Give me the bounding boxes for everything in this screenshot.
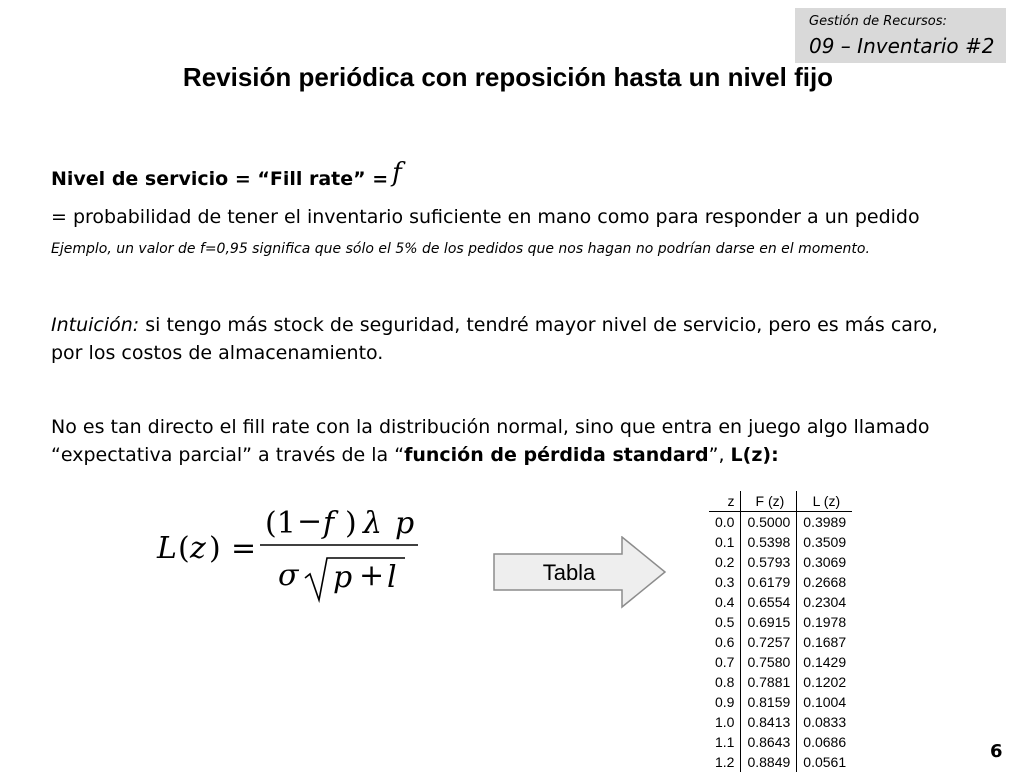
loss-function-term: función de pérdida standard: [404, 444, 709, 466]
formula-sigma: σ: [278, 558, 299, 593]
loss-cell: 0.1687: [803, 634, 847, 650]
formula-lhs-open: (: [178, 531, 190, 566]
lecture-topic: 09 – Inventario #2: [809, 34, 995, 58]
table-row: [709, 652, 852, 672]
table-row: [709, 712, 852, 732]
cdf-cell: 0.7580: [741, 652, 797, 672]
loss-cell: 0.3989: [803, 514, 847, 530]
z-cell: 0.7: [709, 652, 741, 672]
tabla-label: Tabla: [542, 560, 596, 585]
cdf-cell: 0.8849: [741, 752, 797, 772]
loss-function-mid: ”,: [708, 444, 731, 466]
normal-loss-table: [709, 491, 852, 772]
z-cell: 0.3: [709, 572, 741, 592]
table-row: [709, 572, 852, 592]
cdf-cell: 0.7881: [741, 672, 797, 692]
formula-lhs-close: ): [209, 531, 221, 566]
loss-cell: 0.3069: [803, 554, 847, 570]
fill-rate-example: Ejemplo, un valor de f=0,95 significa que sólo el 5% de los pedidos que nos hagan no podrían darse en el momento.: [51, 241, 870, 257]
loss-function-text: No es tan directo el fill rate con la distribución normal, sino que entra en juego algo llamado “expectativa parcial” a través de la “: [51, 416, 930, 466]
formula-lambda: λ: [363, 506, 383, 541]
loss-cell: 0.1429: [803, 654, 847, 670]
cdf-cell: 0.5398: [741, 532, 797, 552]
table-row: [709, 592, 852, 612]
course-name: Gestión de Recursos:: [809, 14, 947, 29]
table-row: [709, 692, 852, 712]
formula-plus: +: [359, 558, 385, 593]
service-level-heading: [51, 158, 402, 192]
z-cell: 1.1: [709, 732, 741, 752]
slide-title: Revisión periódica con reposición hasta un nivel fijo: [182, 62, 834, 92]
cdf-cell: 0.7257: [741, 632, 797, 652]
table-row: [709, 672, 852, 692]
table-row: [709, 752, 852, 772]
table-row: [709, 632, 852, 652]
formula-p-denominator: p: [333, 560, 353, 595]
cdf-cell: 0.8159: [741, 692, 797, 712]
loss-cell: 0.2668: [803, 574, 847, 590]
formula-equals: =: [231, 531, 257, 566]
table-row: [709, 512, 852, 533]
table-row: [709, 732, 852, 752]
intuition-paragraph: [51, 311, 971, 367]
cdf-cell: 0.8643: [741, 732, 797, 752]
loss-cell: 0.1202: [803, 674, 847, 690]
table-row: [709, 552, 852, 572]
z-cell: 0.1: [709, 532, 741, 552]
formula-num-close: ): [345, 506, 357, 541]
loss-function-formula: [155, 500, 430, 610]
formula-f: f: [323, 506, 335, 541]
column-header-loss: L (z): [797, 491, 852, 512]
z-cell: 1.2: [709, 752, 741, 772]
z-cell: 0.8: [709, 672, 741, 692]
column-header-cdf: F (z): [741, 491, 797, 512]
loss-cell: 0.0561: [803, 754, 847, 770]
table-row: [709, 532, 852, 552]
z-cell: 0.4: [709, 592, 741, 612]
cdf-cell: 0.6915: [741, 612, 797, 632]
service-level-label: Nivel de servicio = “Fill rate” =: [51, 168, 389, 190]
loss-cell: 0.2304: [803, 594, 847, 610]
z-cell: 0.9: [709, 692, 741, 712]
loss-cell: 0.1004: [803, 694, 847, 710]
fill-rate-definition: = probabilidad de tener el inventario suficiente en mano como para responder a un pedido: [51, 206, 920, 228]
z-cell: 0.5: [709, 612, 741, 632]
formula-num-minus: −: [297, 504, 323, 539]
course-header: [795, 8, 1006, 63]
fill-rate-symbol: f: [392, 158, 402, 188]
loss-cell: 0.0686: [803, 734, 847, 750]
z-cell: 0.0: [709, 512, 741, 533]
table-row: [709, 612, 852, 632]
loss-cell: 0.0833: [803, 714, 847, 730]
intuition-text: si tengo más stock de seguridad, tendré mayor nivel de servicio, pero es más caro, por los costos de almacenamiento.: [51, 314, 938, 364]
cdf-cell: 0.5793: [741, 552, 797, 572]
loss-function-symbol: L(z):: [730, 444, 779, 466]
z-cell: 1.0: [709, 712, 741, 732]
z-cell: 0.6: [709, 632, 741, 652]
cdf-cell: 0.8413: [741, 712, 797, 732]
formula-z: z: [190, 531, 206, 566]
column-header-z: z: [709, 491, 741, 512]
formula-p-numerator: p: [395, 506, 415, 541]
formula-L: L: [157, 531, 177, 566]
cdf-cell: 0.5000: [741, 512, 797, 533]
page-number: 6: [990, 741, 1003, 762]
loss-function-paragraph: [51, 413, 971, 469]
table-header-row: [709, 491, 852, 512]
cdf-cell: 0.6554: [741, 592, 797, 612]
intuition-label: Intuición:: [51, 314, 140, 336]
formula-num-open: (1: [265, 506, 296, 541]
formula-l: l: [387, 560, 397, 595]
loss-cell: 0.1978: [803, 614, 847, 630]
cdf-cell: 0.6179: [741, 572, 797, 592]
z-cell: 0.2: [709, 552, 741, 572]
loss-cell: 0.3509: [803, 534, 847, 550]
